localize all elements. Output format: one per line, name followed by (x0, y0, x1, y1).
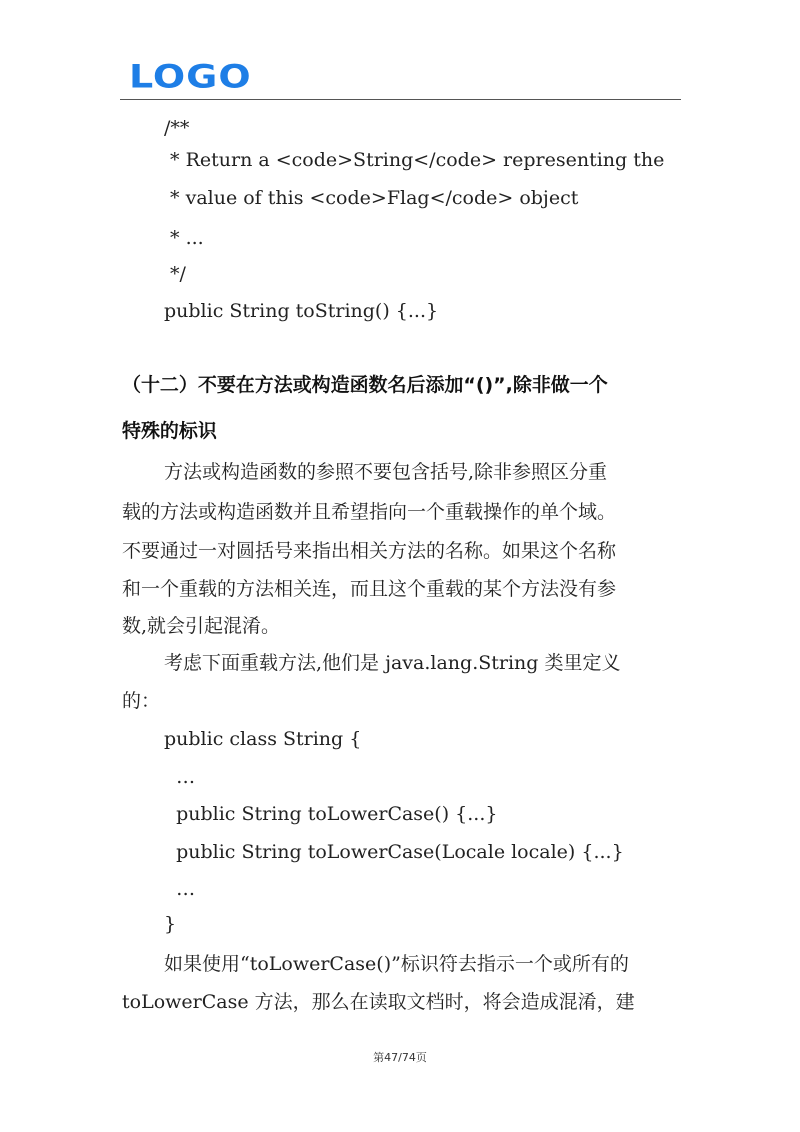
paragraph-line: 载的方法或构造函数并且希望指向一个重载操作的单个域。 (122, 501, 617, 523)
header-divider (120, 99, 681, 100)
code-line: public String toString() {...} (164, 300, 439, 322)
paragraph-line: toLowerCase 方法，那么在读取文档时，将会造成混淆，建 (122, 991, 635, 1013)
code-line: … (164, 878, 196, 900)
code-line: public String toLowerCase(Locale locale) {...} (164, 841, 624, 863)
paragraph-line: 方法或构造函数的参照不要包含括号,除非参照区分重 (164, 461, 608, 483)
code-line: } (164, 913, 177, 935)
code-line: … (164, 766, 196, 788)
code-line: public String toLowerCase() {...} (164, 803, 498, 825)
code-line: public class String { (164, 728, 362, 750)
section-heading-continued: 特殊的标识 (122, 420, 217, 442)
paragraph-line: 数,就会引起混淆。 (122, 615, 281, 637)
section-heading: （十二）不要在方法或构造函数名后添加“()”,除非做一个 (122, 374, 608, 396)
code-line: * Return a <code>String</code> representing the (164, 149, 665, 171)
logo: LOGO (129, 57, 252, 96)
paragraph-line: 不要通过一对圆括号来指出相关方法的名称。如果这个名称 (122, 540, 617, 562)
paragraph-line: 的： (122, 690, 161, 712)
code-line: * ... (164, 227, 204, 249)
paragraph-line: 和一个重载的方法相关连，而且这个重载的某个方法没有参 (122, 578, 617, 600)
code-line: */ (164, 263, 186, 285)
paragraph-line: 考虑下面重载方法,他们是 java.lang.String 类里定义 (164, 652, 621, 674)
page-number: 第47/74页 (373, 1051, 427, 1064)
code-line: /** (164, 117, 190, 139)
paragraph-line: 如果使用“toLowerCase()”标识符去指示一个或所有的 (164, 953, 629, 975)
code-line: * value of this <code>Flag</code> object (164, 187, 579, 209)
